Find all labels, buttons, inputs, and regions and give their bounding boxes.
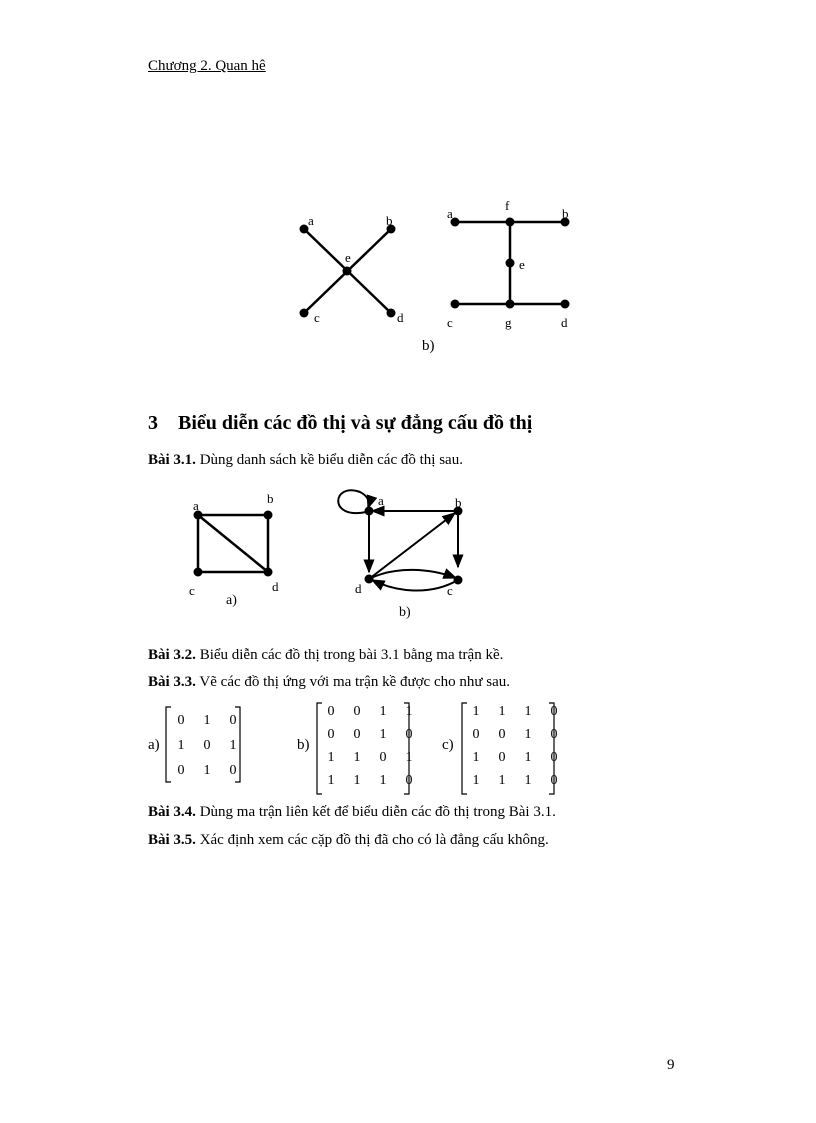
matrix-row — [463, 769, 567, 792]
exercise-label: Bài 3.3. — [148, 674, 196, 690]
matrix-a — [168, 708, 246, 783]
matrix-cell: 0 — [203, 737, 211, 753]
matrix-cell: 1 — [327, 772, 335, 788]
label-e: e — [345, 250, 351, 265]
matrix-cell: 1 — [524, 749, 532, 765]
matrix-a-label: a) — [148, 737, 160, 753]
label-e: e — [519, 257, 525, 272]
exercise-text: Biểu diễn các đồ thị trong bài 3.1 bằng ma trận kề. — [195, 647, 504, 663]
matrix-c-label: c) — [442, 737, 454, 753]
label-f: f — [505, 198, 510, 213]
exercise-label: Bài 3.2. — [148, 647, 196, 663]
label-g: g — [505, 315, 512, 330]
exercise-label: Bài 3.4. — [148, 804, 196, 820]
matrix-cell: 0 — [498, 726, 506, 742]
matrix-row — [318, 723, 422, 746]
label-a: a — [193, 498, 199, 513]
matrix-b — [318, 700, 422, 792]
section-number: 3 — [148, 412, 158, 434]
matrix-cell: 1 — [379, 703, 387, 719]
matrix-cell: 0 — [353, 726, 361, 742]
matrix-c — [463, 700, 567, 792]
matrix-cell: 1 — [405, 703, 413, 719]
matrix-cell: 0 — [498, 749, 506, 765]
page-number: 9 — [667, 1057, 675, 1073]
exercise-text: Vẽ các đồ thị ứng với ma trận kề được cho như sau. — [195, 674, 510, 690]
matrix-cell: 1 — [405, 749, 413, 765]
label-a: a — [447, 206, 453, 221]
matrix-cell: 0 — [472, 726, 480, 742]
matrix-cell: 1 — [472, 749, 480, 765]
matrix-cell: 1 — [353, 772, 361, 788]
matrix-cell: 0 — [550, 726, 558, 742]
exercise-label: Bài 3.1. — [148, 452, 196, 468]
exercise-3-4 — [148, 804, 556, 821]
matrix-cell: 1 — [353, 749, 361, 765]
label-c: c — [314, 310, 320, 325]
matrix-row — [463, 723, 567, 746]
label-c: c — [189, 583, 195, 598]
exercise-text: Xác định xem các cặp đồ thị đã cho có là đẳng cấu không. — [195, 832, 549, 848]
matrix-row — [463, 746, 567, 769]
matrix-row — [318, 746, 422, 769]
matrix-cell: 1 — [379, 726, 387, 742]
label-c: c — [447, 315, 453, 330]
matrix-cell: 0 — [327, 726, 335, 742]
matrix-cell: 0 — [550, 703, 558, 719]
matrix-cell: 1 — [203, 712, 211, 728]
label-d: d — [272, 579, 279, 594]
label-d: d — [397, 310, 404, 325]
matrix-cell: 0 — [353, 703, 361, 719]
label-b: b — [455, 495, 462, 510]
label-a: a — [308, 213, 314, 228]
matrix-cell: 0 — [229, 762, 237, 778]
matrix-cell: 0 — [550, 749, 558, 765]
label-b: b — [562, 206, 569, 221]
matrix-cell: 0 — [379, 749, 387, 765]
matrix-cell: 0 — [405, 772, 413, 788]
exercise-text: Dùng ma trận liên kết để biểu diễn các đồ thị trong Bài 3.1. — [195, 804, 556, 820]
matrix-cell: 0 — [550, 772, 558, 788]
matrix-cell: 0 — [177, 762, 185, 778]
matrix-cell: 1 — [327, 749, 335, 765]
exercise-text: Dùng danh sách kề biểu diễn các đồ thị sau. — [195, 452, 463, 468]
label-d: d — [561, 315, 568, 330]
caption-b: b) — [399, 605, 411, 620]
matrix-row — [318, 769, 422, 792]
matrix-cell: 1 — [498, 703, 506, 719]
exercise-3-5 — [148, 832, 549, 849]
matrix-cell: 0 — [327, 703, 335, 719]
matrix-cell: 1 — [524, 726, 532, 742]
matrix-row — [463, 700, 567, 723]
figure-caption: b) — [422, 338, 435, 354]
label-c: c — [447, 583, 453, 598]
label-b: b — [386, 213, 393, 228]
section-text: Biểu diễn các đồ thị và sự đẳng cấu đồ thị — [178, 412, 533, 434]
matrix-row — [168, 733, 246, 758]
matrix-cell: 1 — [472, 772, 480, 788]
exercise-label: Bài 3.5. — [148, 832, 196, 848]
label-b: b — [267, 491, 274, 506]
matrix-b-label: b) — [297, 737, 310, 753]
matrix-cell: 1 — [229, 737, 237, 753]
matrix-cell: 1 — [203, 762, 211, 778]
label-d: d — [355, 581, 362, 596]
matrix-cell: 0 — [229, 712, 237, 728]
matrix-cell: 0 — [405, 726, 413, 742]
matrix-cell: 0 — [177, 712, 185, 728]
matrix-cell: 1 — [524, 772, 532, 788]
matrix-row — [168, 758, 246, 783]
matrix-row — [318, 700, 422, 723]
chapter-header: Chương 2. Quan hê — [148, 58, 266, 74]
matrix-cell: 1 — [498, 772, 506, 788]
matrix-cell: 1 — [524, 703, 532, 719]
matrix-cell: 1 — [379, 772, 387, 788]
matrix-row — [168, 708, 246, 733]
caption-a: a) — [226, 593, 237, 608]
label-a: a — [378, 493, 384, 508]
matrix-cell: 1 — [177, 737, 185, 753]
matrix-cell: 1 — [472, 703, 480, 719]
